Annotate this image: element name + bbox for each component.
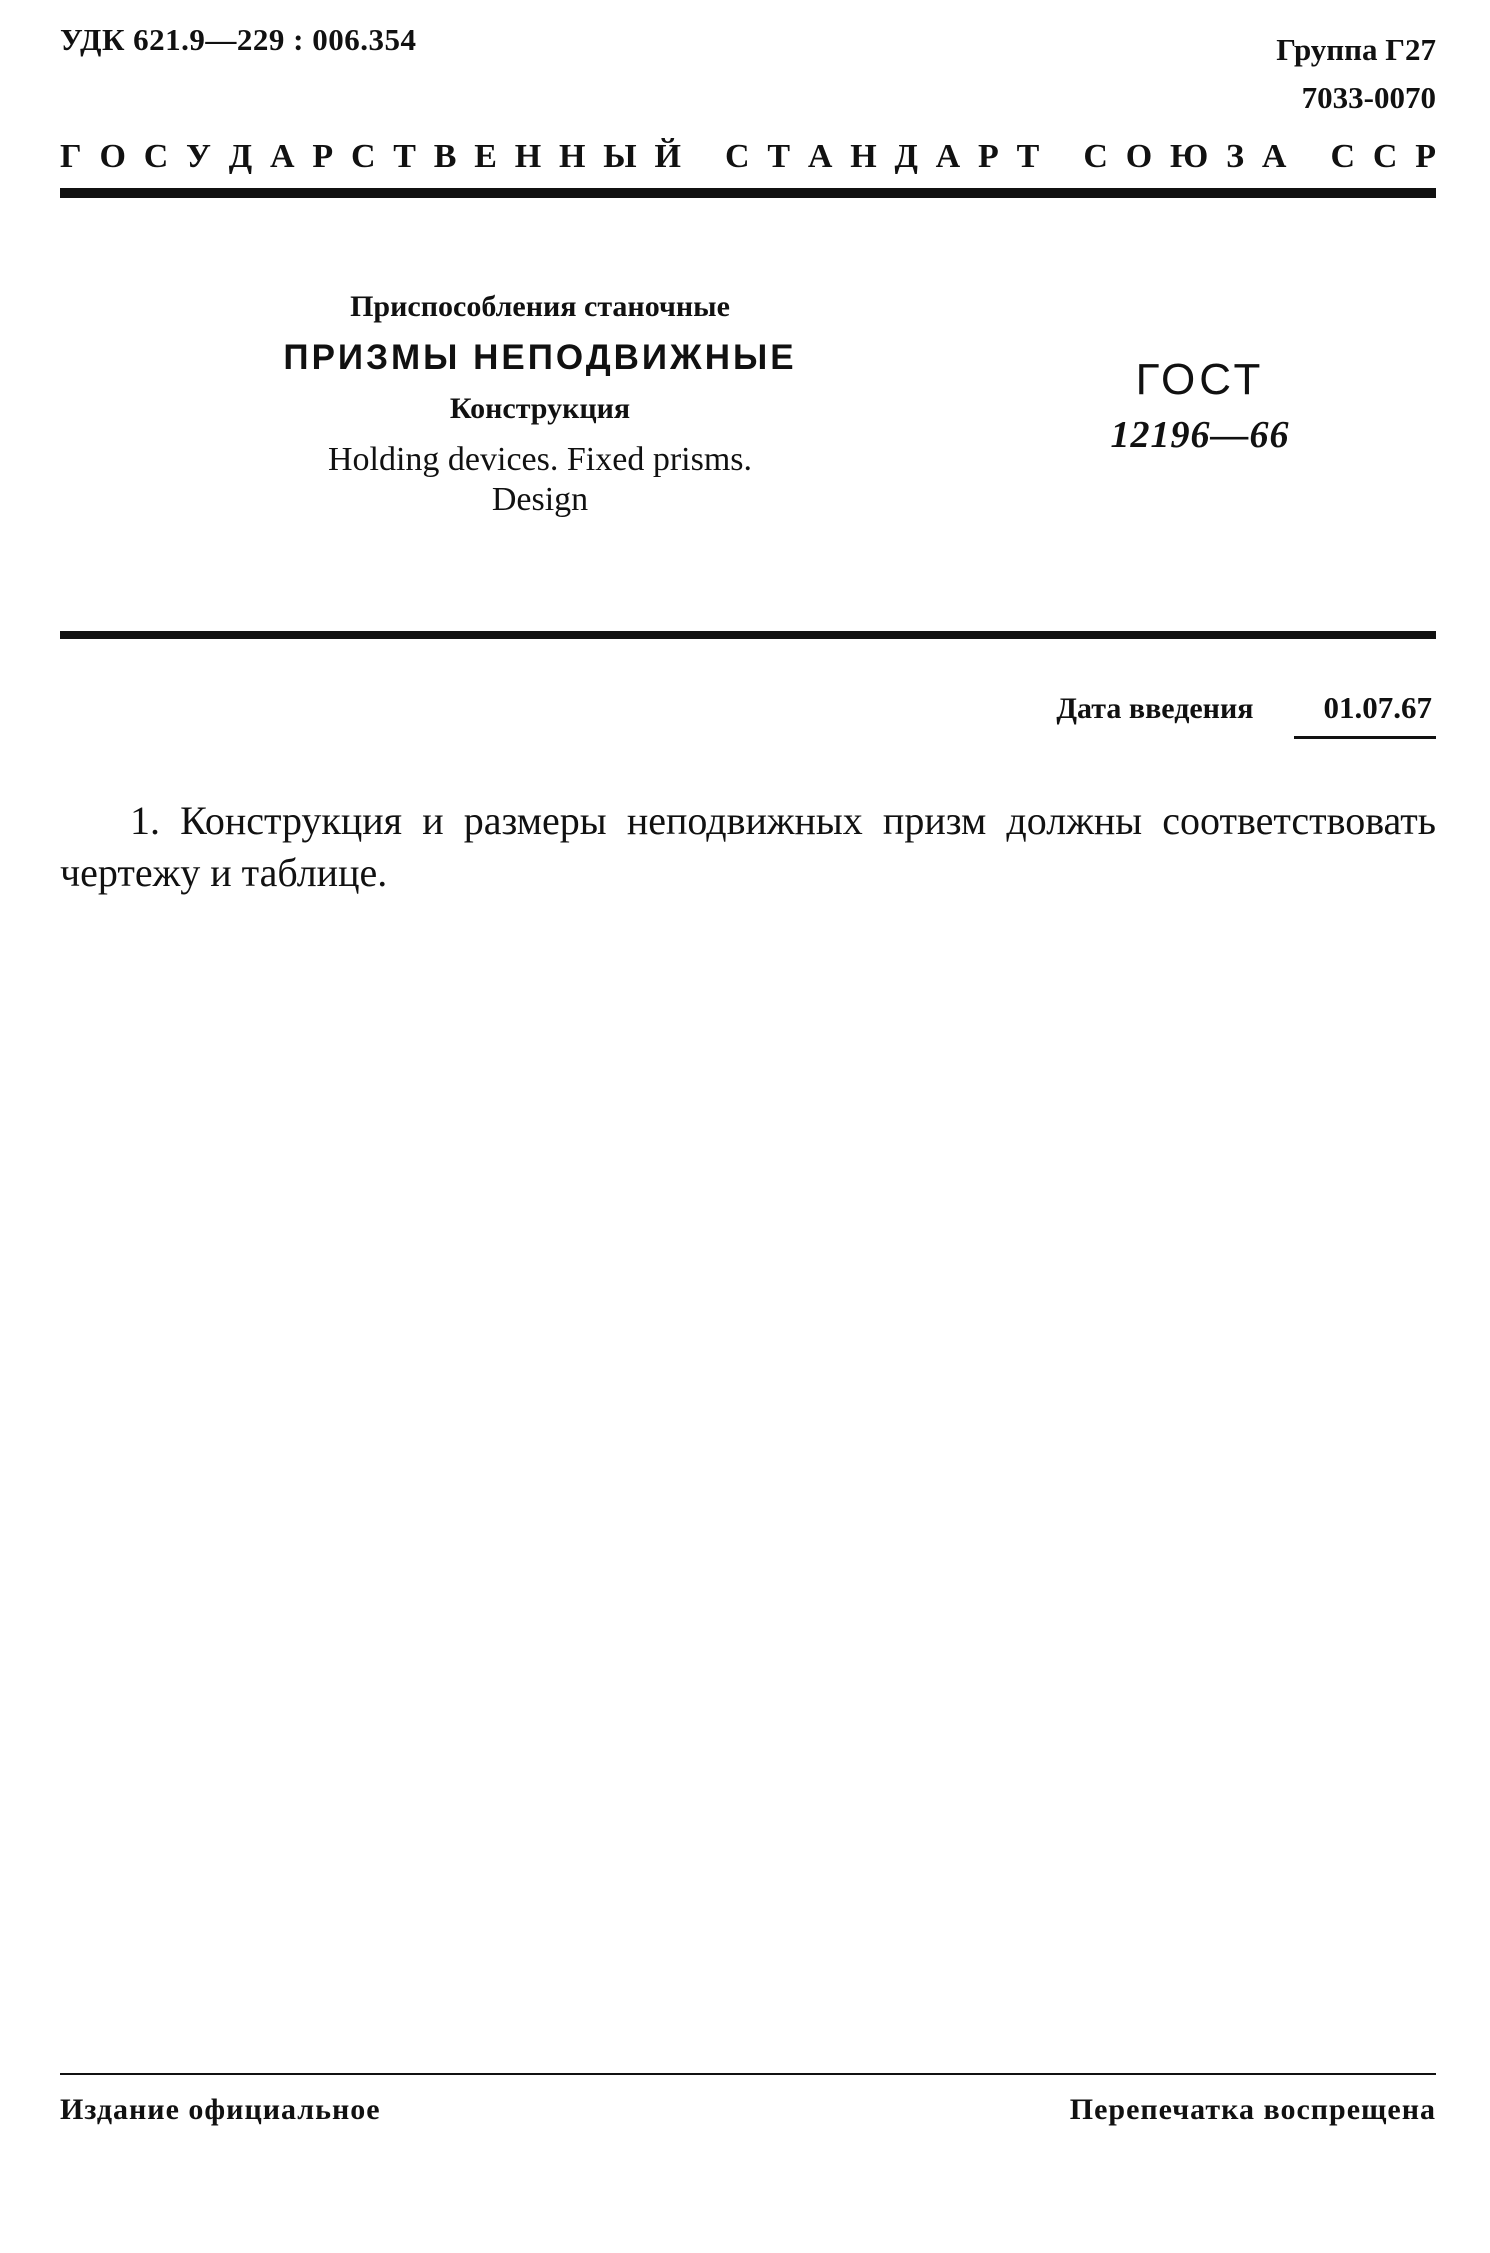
udk-code: УДК 621.9—229 : 006.354 xyxy=(60,22,417,57)
footer-reprint-prohibited: Перепечатка воспрещена xyxy=(1069,2093,1436,2126)
state-standard-letter: Ы xyxy=(603,138,637,175)
state-standard-letter: О xyxy=(1125,138,1153,175)
state-standard-letter xyxy=(1057,138,1066,176)
state-standard-letter: Т xyxy=(1016,138,1040,175)
body-paragraph: 1. Конструкция и размеры неподвижных призм должны соответствовать чертежу и таблице. xyxy=(60,798,1436,895)
gost-label: ГОСТ xyxy=(1135,355,1265,404)
state-standard-heading xyxy=(60,138,1436,176)
state-standard-letter: А xyxy=(935,138,961,175)
footer-rule xyxy=(60,2073,1436,2075)
english-title-line2: Design xyxy=(491,481,589,518)
state-standard-letter: Й xyxy=(654,138,681,175)
english-title xyxy=(240,440,840,520)
state-standard-letter: Ю xyxy=(1169,138,1209,175)
gost-number: 12196—66 xyxy=(1110,414,1290,456)
state-standard-letter: З xyxy=(1226,138,1245,175)
state-standard-letter: Н xyxy=(559,138,586,175)
state-standard-letter xyxy=(1304,138,1313,176)
introduction-date-label: Дата введения xyxy=(1056,692,1254,725)
english-title-line1: Holding devices. Fixed prisms. xyxy=(327,441,753,478)
state-standard-letter: С xyxy=(724,138,750,175)
state-standard-letter: Р xyxy=(1415,138,1436,175)
product-name: ПРИЗМЫ НЕПОДВИЖНЫЕ xyxy=(283,338,797,377)
classification-code: 7033-0070 xyxy=(1301,80,1436,115)
state-standard-letter: С xyxy=(143,138,169,175)
footer-official-edition: Издание официальное xyxy=(60,2093,381,2126)
state-standard-letter: Н xyxy=(514,138,542,175)
state-standard-letter: В xyxy=(433,138,457,175)
state-standard-letter: Т xyxy=(767,138,791,175)
state-standard-letter: С xyxy=(1083,138,1108,175)
title-block xyxy=(240,290,840,520)
state-standard-letter: У xyxy=(186,138,211,175)
state-standard-letter: О xyxy=(99,138,126,175)
group-label: Группа Г27 xyxy=(1276,32,1436,67)
state-standard-letter xyxy=(699,138,708,176)
state-standard-letter: Г xyxy=(60,138,82,175)
state-standard-letter: А xyxy=(1261,138,1287,175)
header-rule xyxy=(60,188,1436,198)
state-standard-letter: Т xyxy=(393,138,416,175)
state-standard-letter: С xyxy=(350,138,376,175)
introduction-date-row xyxy=(1056,690,1436,739)
state-standard-letter: Д xyxy=(228,138,253,175)
title-rule xyxy=(60,631,1436,639)
state-standard-letter: С xyxy=(1372,138,1398,175)
state-standard-letter: Д xyxy=(894,138,918,175)
state-standard-letter: Е xyxy=(474,138,497,175)
group-block xyxy=(1276,26,1436,122)
construction-label: Конструкция xyxy=(449,392,631,425)
state-standard-letter: Н xyxy=(850,138,877,175)
state-standard-letter: С xyxy=(1330,138,1356,175)
gost-block xyxy=(1060,355,1340,457)
introduction-date-value: 01.07.67 xyxy=(1294,690,1437,739)
state-standard-letter: Р xyxy=(312,138,334,175)
state-standard-letter: А xyxy=(270,138,295,175)
state-standard-letter: Р xyxy=(978,138,999,175)
subject-title: Приспособления станочные xyxy=(350,290,730,323)
state-standard-letter: А xyxy=(807,138,833,175)
